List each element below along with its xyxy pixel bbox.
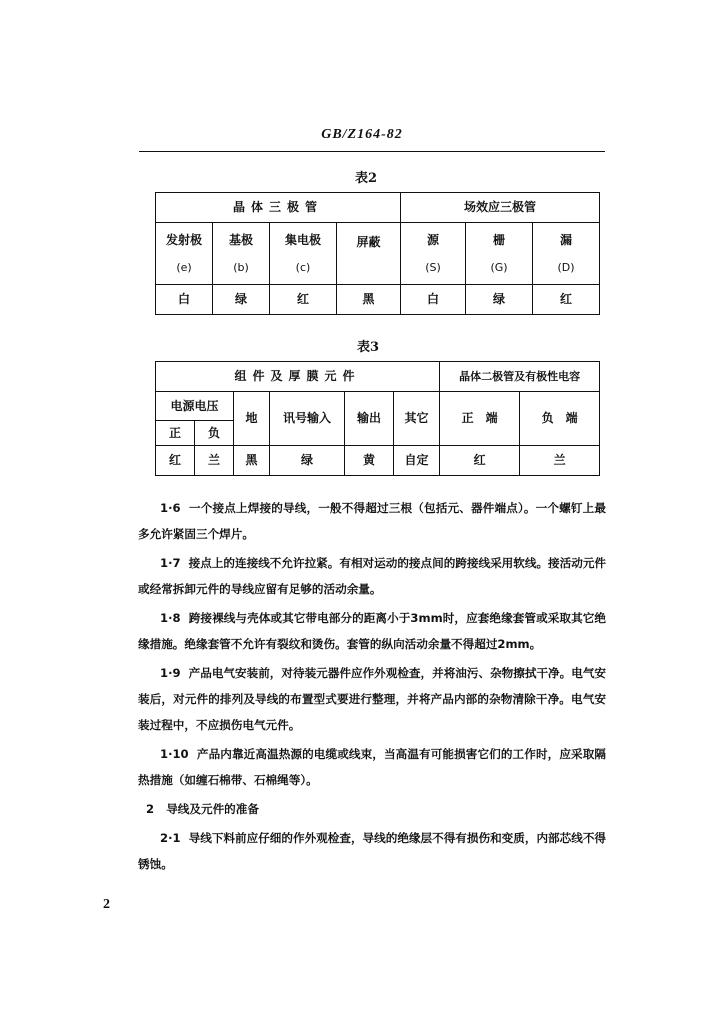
table2-col-sub: (D) (557, 261, 575, 275)
table2-col-base (213, 223, 270, 285)
table3-ground: 地 (234, 392, 270, 446)
table2-group-transistor: 晶体三极管 (156, 193, 401, 223)
table2-col-sub: (S) (425, 261, 441, 275)
table3-power-voltage: 电源电压 (156, 392, 234, 421)
table3-color-ground: 黑 (234, 446, 270, 476)
clause-text: 产品内靠近高温热源的电缆或线束，当高温有可能损害它们的工作时，应采取隔热措施（如缠石棉带、石棉绳等）。 (138, 747, 606, 787)
table3-negative: 负 (195, 421, 234, 446)
table3-color-positive-end: 红 (440, 446, 520, 476)
table2-col-sub: (b) (233, 261, 249, 275)
clause-text: 导线及元件的准备 (166, 802, 259, 816)
table2-col-sub: (G) (490, 261, 508, 275)
clause-number: 1·6 (160, 501, 181, 515)
table2-col-name: 源 (427, 232, 440, 247)
table2-color-cell: 红 (533, 285, 600, 315)
clause-1-6 (138, 495, 606, 547)
clause-text: 导线下料前应仔细的作外观检查，导线的绝缘层不得有损伤和变质，内部芯线不得锈蚀。 (138, 831, 607, 871)
table2-color-cell: 绿 (213, 285, 270, 315)
table3-negative-end: 负 端 (520, 392, 600, 446)
table2-col-sub: (c) (295, 261, 311, 275)
table2-color-cell: 白 (156, 285, 213, 315)
table2-col-name: 发射极 (165, 232, 202, 247)
table2-col-drain (533, 223, 600, 285)
table2-col-sub: (e) (176, 261, 192, 275)
clause-text: 产品电气安装前，对待装元器件应作外观检查，并将油污、杂物擦拭干净。电气安装后，对元件的排列及导线的布置型式要进行整理，并将产品内部的杂物清除干净。电气安装过程中，不应损伤电气元件。 (138, 666, 607, 732)
table2-col-collector (270, 223, 337, 285)
table3-other: 其它 (394, 392, 440, 446)
table3-positive: 正 (156, 421, 195, 446)
table3-group-components: 组件及厚膜元件 (156, 362, 440, 392)
table3-caption: 表3 (357, 340, 380, 355)
clause-1-9 (138, 660, 606, 738)
table2-col-source (401, 223, 466, 285)
clause-text: 接点上的连接线不允许拉紧。有相对运动的接点间的跨接线采用软线。接活动元件或经常拆卸元件的导线应留有足够的活动余量。 (138, 556, 607, 596)
table2-group-fet: 场效应三极管 (401, 193, 600, 223)
table3 (155, 361, 600, 476)
table2-col-shield (337, 223, 401, 285)
table2 (155, 192, 600, 315)
page-number: 2 (103, 897, 110, 912)
section-2-heading (138, 796, 606, 822)
table3-color-signal-input: 绿 (270, 446, 345, 476)
table2-col-gate (466, 223, 533, 285)
table3-color-output: 黄 (345, 446, 394, 476)
table3-color-power-negative: 兰 (195, 446, 234, 476)
clause-1-8 (138, 605, 606, 657)
header-rule (139, 151, 605, 152)
clause-number: 2 (146, 802, 155, 816)
clause-number: 1·10 (160, 747, 189, 761)
body-text (138, 495, 606, 877)
table2-col-name: 漏 (560, 232, 573, 247)
table2-color-cell: 白 (401, 285, 466, 315)
table2-col-name: 栅 (493, 232, 506, 247)
table3-color-other: 自定 (394, 446, 440, 476)
clause-2-1 (138, 825, 606, 877)
table3-positive-end: 正 端 (440, 392, 520, 446)
clause-number: 1·9 (160, 666, 181, 680)
standard-code: GB/Z164-82 (321, 127, 403, 142)
clause-text: 一个接点上焊接的导线，一般不得超过三根（包括元、器件端点）。一个螺钉上最多允许紧固三个焊片。 (138, 501, 606, 541)
clause-1-10 (138, 741, 606, 793)
table3-color-power-positive: 红 (156, 446, 195, 476)
table2-col-emitter (156, 223, 213, 285)
clause-number: 2·1 (160, 831, 181, 845)
clause-1-7 (138, 550, 606, 602)
table2-col-name: 基极 (228, 232, 253, 247)
table3-group-diode: 晶体二极管及有极性电容 (440, 362, 600, 392)
clause-number: 1·8 (160, 611, 181, 625)
table3-output: 输出 (345, 392, 394, 446)
clause-number: 1·7 (160, 556, 181, 570)
table2-caption: 表2 (355, 171, 378, 186)
table2-color-cell: 红 (270, 285, 337, 315)
table2-color-cell: 黑 (337, 285, 401, 315)
table3-color-negative-end: 兰 (520, 446, 600, 476)
table2-col-name: 屏蔽 (356, 235, 381, 249)
table3-signal-input: 讯号输入 (270, 392, 345, 446)
table2-color-cell: 绿 (466, 285, 533, 315)
clause-text: 跨接裸线与壳体或其它带电部分的距离小于3mm时，应套绝缘套管或采取其它绝缘措施。绝缘套管不允许有裂纹和烫伤。套管的纵向活动余量不得超过2mm。 (138, 611, 606, 651)
table2-col-name: 集电极 (284, 232, 321, 247)
